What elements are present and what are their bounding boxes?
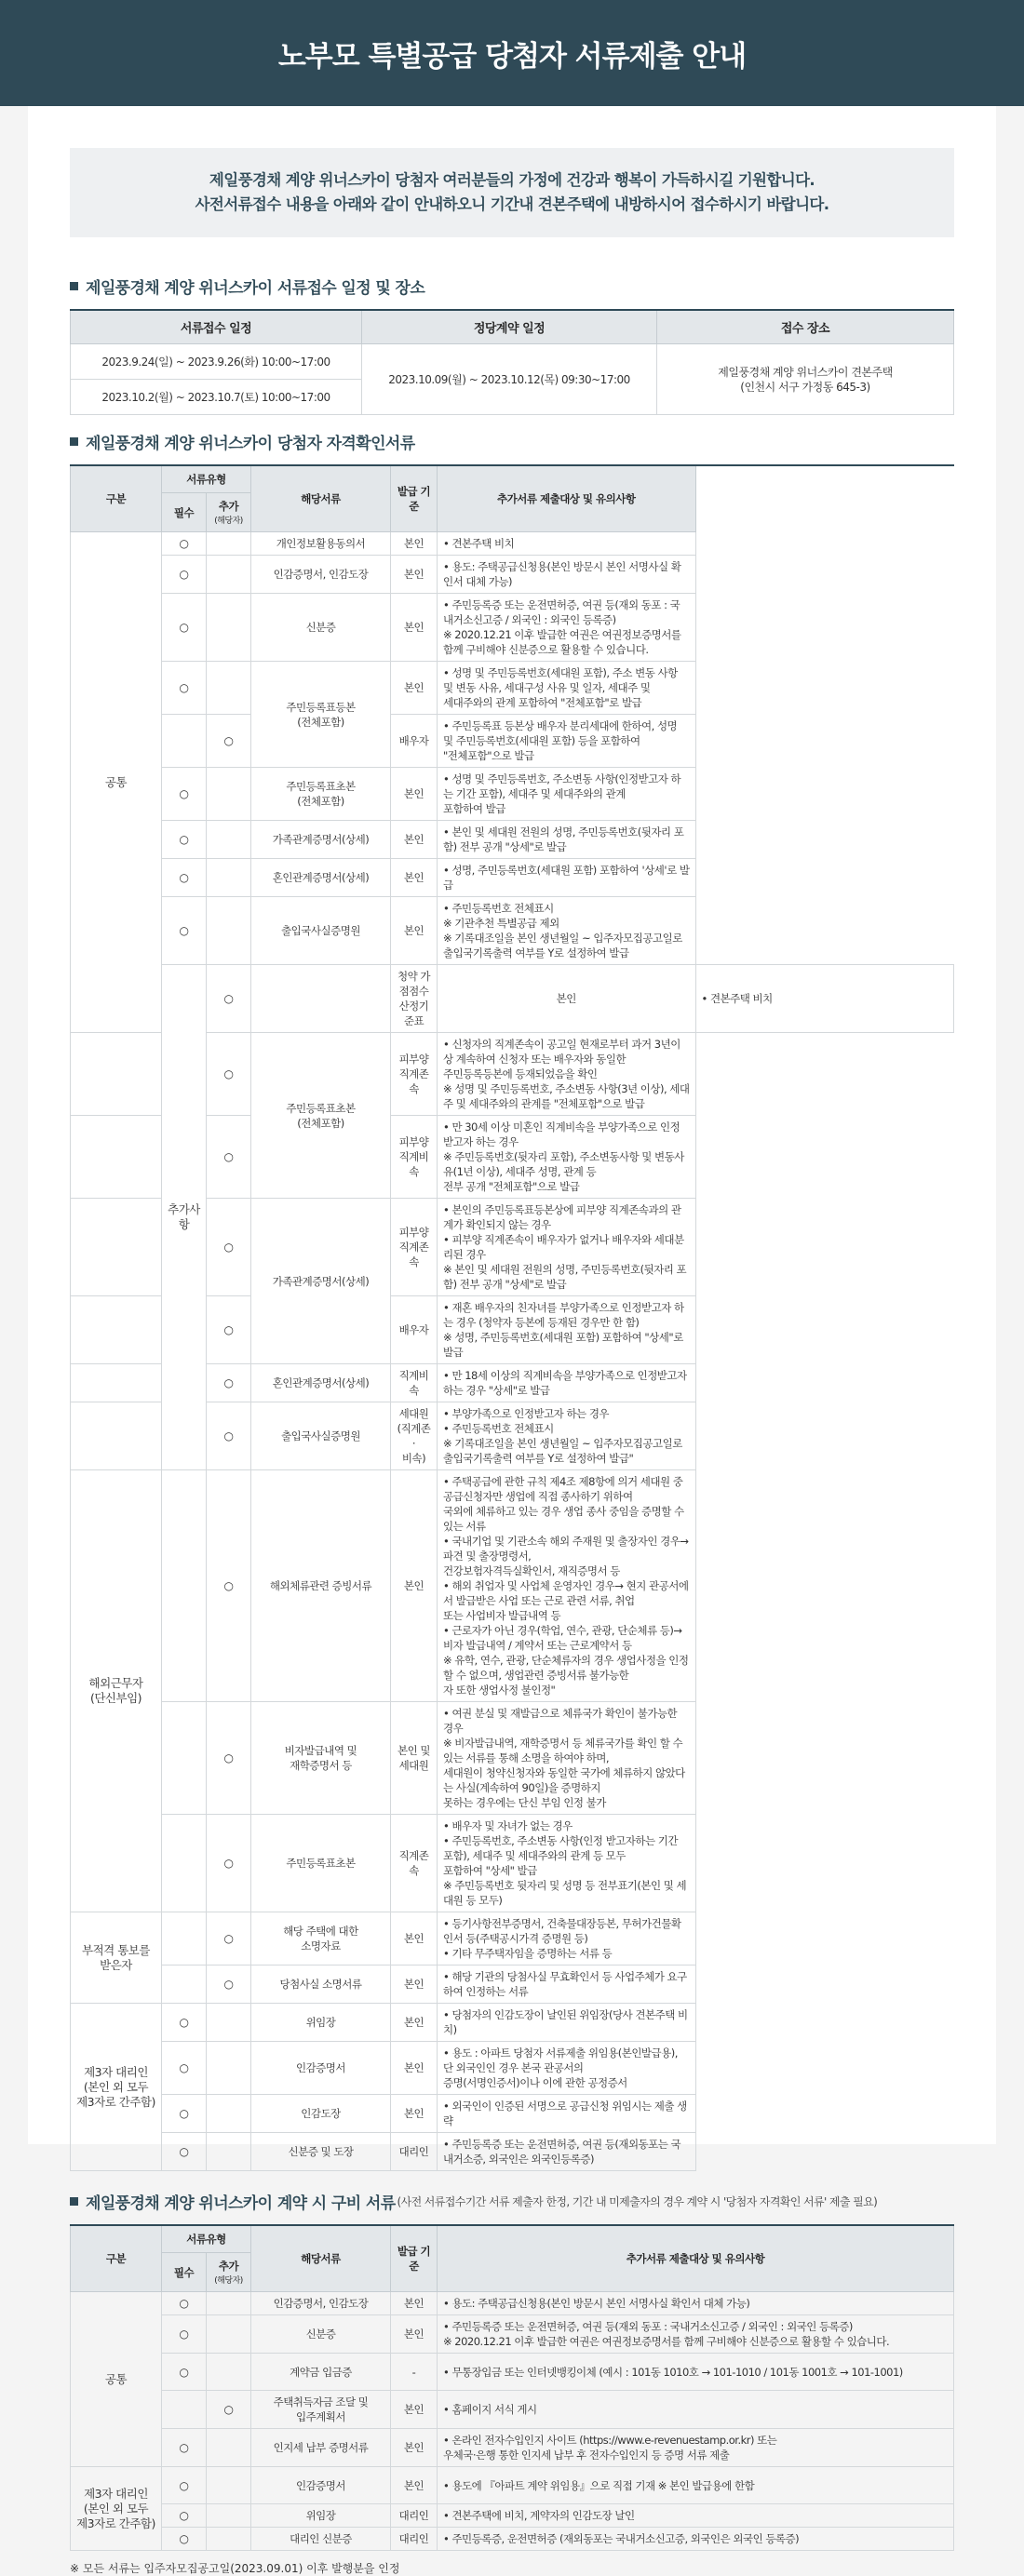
doc-name: 위임장 [251,2504,391,2528]
note-cell: • 무통장입금 또는 인터넷뱅킹이체 (예시 : 101동 1010호 → 101-1010 / 101동 1001호 → 101-1001) [438,2354,954,2391]
issue-basis: 대리인 [391,2133,438,2171]
table-row [71,965,954,1033]
issue-basis: 본인 [391,2429,438,2467]
additional-mark: ○ [207,1364,251,1402]
table-row [71,532,954,556]
doc-name: 계약금 입금증 [251,2354,391,2391]
note-cell: • 등기사항전부증명서, 건축물대장등본, 무허가건물확인서 등(주택공시가격 증명원 등) • 기타 무주택자임을 증명하는 서류 등 [438,1912,696,1966]
table-row [71,1702,954,1815]
required-mark: ○ [162,768,207,821]
square-bullet-icon [70,282,78,290]
issue-basis: 본인 [391,1912,438,1966]
issue-basis: 본인 [391,2467,438,2504]
doc-name: 주민등록표등본 (전체포함) [251,662,391,768]
required-mark: ○ [162,897,207,965]
note-cell: • 홈페이지 서식 게시 [438,2391,954,2429]
table-header: 발급 기준 [391,465,438,532]
note-cell: • 신청자의 직계존속이 공고일 현재로부터 과거 3년이상 계속하여 신청자 또는 배우자와 동일한 주민등록등본에 등재되었음을 확인 ※ 성명 및 주민등록번호, 주소변동 사항(3년 이상), 세대주 및 세대주와의 관계를 "전체포함"으로 발급 [438,1033,696,1116]
issue-basis: 직계존속 [391,1815,438,1912]
group-label: 해외근무자 (단신부임) [71,1470,162,1912]
note-cell: • 본인 및 세대원 전원의 성명, 주민등록번호(뒷자리 포함) 전부 공개 "상세"로 발급 [438,821,696,859]
note-cell: • 용도 : 아파트 당첨자 서류제출 위임용(본인발급용), 단 외국인인 경우 본국 관공서의 증명(서명인증서)이나 이에 관한 공정증서 [438,2042,696,2095]
table-header: 해당서류 [251,465,391,532]
group-label: 공통 [71,532,162,1033]
table-row [71,1815,954,1912]
footnote: ※ 모든 서류는 입주자모집공고일(2023.09.01) 이후 발행분을 인정 [70,2562,400,2575]
doc-name: 인지세 납부 증명서류 [251,2429,391,2467]
note-cell: • 주민등록증 또는 운전면허증, 여권 등(재외 동포 : 국내거소신고증 / 외국인 : 외국인 등록증) ※ 2020.12.21 이후 발급한 여권은 여권정보증명서를 함께 구비해야 신분증으로 활용할 수 있습니다. [438,2315,954,2354]
note-cell: • 주민등록증 또는 운전면허증, 여권 등(재외동포는 국내거소증, 외국인은 외국인등록증) [438,2133,696,2171]
table-row [71,768,954,821]
doc-name: 해외체류관련 증빙서류 [251,1470,391,1702]
additional-mark: ○ [207,1033,251,1116]
table-row [71,821,954,859]
required-mark: ○ [162,2133,207,2171]
note-cell: • 성명 및 주민등록번호(세대원 포함), 주소 변동 사항 및 변동 사유, 세대구성 사유 및 일자, 세대주 및 세대주와의 관계 포함하여 "전체포함"로 발급 [438,662,696,715]
note-cell: • 주민등록증, 운전면허증 (재외동포는 국내거소신고증, 외국인은 외국인 등록증) [438,2528,954,2551]
issue-basis: 배우자 [391,715,438,768]
required-mark: ○ [162,556,207,594]
issue-basis: 본인 [391,594,438,662]
issue-basis: 본인 [391,859,438,897]
contract-date: 2023.10.09(월) ~ 2023.10.12(목) 09:30~17:00 [362,344,657,415]
square-bullet-icon [70,437,78,446]
table-row [71,2467,954,2504]
note-cell: • 성명, 주민등록번호(세대원 포함) 포함하여 '상세'로 발급 [438,859,696,897]
doc-name: 주민등록표초본 (전체포함) [251,1033,391,1199]
doc-name: 혼인관계증명서(상세) [251,859,391,897]
issue-basis: 본인 [391,2004,438,2042]
doc-name: 혼인관계증명서(상세) [251,1364,391,1402]
table-header: 서류유형 [162,465,251,493]
issue-basis: 본인 [438,965,696,1033]
submission-date: 2023.10.2(월) ~ 2023.10.7(토) 10:00~17:00 [71,380,362,415]
note-cell: • 견본주택 비치 [438,532,696,556]
note-cell: • 주택공급에 관한 규칙 제4조 제8항에 의거 세대원 중 공급신청자만 생업에 직접 종사하기 위하여 국외에 체류하고 있는 경우 생업 종사 중임을 증명할 수 있는 서류 • 국내기업 및 기관소속 해외 주재원 및 출장자인 경우→ 파견 및 출장명령서, 건강보험자격득실확인서, 재직증명서 등 • 해외 취업자 및 사업체 운영자인 경우→ 현지 관공서에서 발급받은 사업 또는 근로 관련 서류, 취업 또는 사업비자 발급내역 등 • 근로자가 아닌 경우(학업, 연수, 관광, 단순체류 등)→ 비자 발급내역 / 계약서 또는 근로계약서 등 ※ 유학, 연수, 관광, 단순체류자의 경우 생업사정을 인정할 수 없으며, 생업관련 증빙서류 불가능한 자 또한 생업사정 불인정" [438,1470,696,1702]
table-row [71,2504,954,2528]
table-row [71,2391,954,2429]
table-row [71,2315,954,2354]
note-cell: • 해당 기관의 당첨사실 무효확인서 등 사업주체가 요구하여 인정하는 서류 [438,1966,696,2004]
additional-mark: ○ [207,1912,251,1966]
additional-mark: ○ [207,1116,251,1199]
table-row [71,2042,954,2095]
required-mark: ○ [162,2429,207,2467]
note-cell: • 주민등록번호 전체표시 ※ 기관추천 특별공급 제외 ※ 기록대조일을 본인 생년월일 ~ 입주자모집공고일로 출입국기록출력 여부를 Y로 설정하여 발급 [438,897,696,965]
table-header: 필수 [162,2253,207,2292]
note-cell: • 당첨자의 인감도장이 날인된 위임장(당사 견본주택 비치) [438,2004,696,2042]
required-mark: ○ [162,2528,207,2551]
contract-table [70,2224,954,2551]
note-cell: • 재혼 배우자의 친자녀를 부양가족으로 인정받고자 하는 경우 (청약자 등본에 등재된 경우만 한 함) ※ 성명, 주민등록번호(세대원 포함) 포함하여 "상세"로 발급 [438,1296,696,1364]
table-row [71,897,954,965]
doc-name: 청약 가점점수 산정기준표 [391,965,438,1033]
table-header: 추가 (해당자) [207,2253,251,2292]
table-header: 서류접수 일정 [71,310,362,344]
required-mark: ○ [162,2467,207,2504]
table-row [71,2133,954,2171]
issue-basis: 본인 [391,2042,438,2095]
notice-line: 사전서류접수 내용을 아래와 같이 안내하오니 기간내 견본주택에 내방하시어 접수하시기 바랍니다. [195,195,829,213]
table-header: 추가서류 제출대상 및 유의사항 [438,465,696,532]
note-cell: • 외국인이 인증된 서명으로 공급신청 위임시는 제출 생략 [438,2095,696,2133]
table-header: 발급 기준 [391,2225,438,2292]
table-row [71,2528,954,2551]
doc-name: 해당 주택에 대한 소명자료 [251,1912,391,1966]
page-title: 노부모 특별공급 당첨자 서류제출 안내 [277,39,747,74]
additional-mark: ○ [207,1966,251,2004]
required-mark: ○ [162,2095,207,2133]
table-row [71,556,954,594]
square-bullet-icon [70,2197,78,2206]
required-mark: ○ [162,2504,207,2528]
issue-basis: 피부양 직계존속 [391,1199,438,1296]
doc-name: 주택취득자금 조달 및 입주계획서 [251,2391,391,2429]
required-mark: ○ [162,859,207,897]
notice-box [70,148,954,237]
note-cell: • 용도: 주택공급신청용(본인 방문시 본인 서명사실 확인서 대체 가능) [438,556,696,594]
issue-basis: 대리인 [391,2528,438,2551]
required-mark: ○ [162,594,207,662]
note-cell: • 견본주택 비치 [695,965,954,1033]
group-label: 제3자 대리인 (본인 외 모두 제3자로 간주함) [71,2004,162,2171]
required-mark: ○ [162,2004,207,2042]
table-row [71,2004,954,2042]
group-label: 부적격 통보를 받은자 [71,1912,162,2004]
section-title-contract: 제일풍경채 계양 위너스카이 계약 시 구비 서류 (사전 서류접수기간 서류 제출자 한정, 기간 내 미제출자의 경우 계약 시 '당첨자 자격확인 서류' 제출 필요) [70,2190,954,2213]
doc-name: 인감증명서 [251,2467,391,2504]
required-mark: ○ [162,532,207,556]
table-header: 서류유형 [162,2225,251,2253]
note-cell: • 본인의 주민등록표등본상에 피부양 직계존속과의 관계가 확인되지 않는 경우 • 피부양 직계존속이 배우자가 없거나 배우자와 세대분리된 경우 ※ 본인 및 세대원 전원의 성명, 주민등록번호(뒷자리 포함) 전부 공개 "상세"로 발급 [438,1199,696,1296]
content-card [28,106,996,2575]
issue-basis: 본인 [391,2292,438,2315]
table-row [71,2095,954,2133]
group-label: 제3자 대리인 (본인 외 모두 제3자로 간주함) [71,2467,162,2551]
note-cell: • 만 18세 이상의 직계비속을 부양가족으로 인정받고자 하는 경우 "상세"로 발급 [438,1364,696,1402]
additional-mark: ○ [207,1702,251,1815]
additional-mark: ○ [207,1815,251,1912]
note-cell: • 부양가족으로 인정받고자 하는 경우 • 주민등록번호 전체표시 ※ 기록대조일을 본인 생년월일 ~ 입주자모집공고일로 출입국기록출력 여부를 Y로 설정하여 발급" [438,1402,696,1470]
page-header [0,0,1024,106]
table-header: 정당계약 일정 [362,310,657,344]
doc-name: 인감증명서, 인감도장 [251,556,391,594]
schedule-table [70,309,954,415]
notice-line: 제일풍경채 계양 위너스카이 당첨자 여러분들의 가정에 건강과 행복이 가득하시길 기원합니다. [209,171,815,189]
note-cell: • 견본주택에 비치, 계약자의 인감도장 날인 [438,2504,954,2528]
issue-basis: 피부양 직계존속 [391,1033,438,1116]
issue-basis: 본인 및 세대원 [391,1702,438,1815]
issue-basis: 본인 [391,1470,438,1702]
additional-mark: ○ [207,715,251,768]
doc-name: 신분증 및 도장 [251,2133,391,2171]
note-cell: • 용도에 『아파트 계약 위임용』으로 직접 기재 ※ 본인 발급용에 한함 [438,2467,954,2504]
issue-basis: 세대원 (직계존· 비속) [391,1402,438,1470]
note-cell: • 주민등록표 등본상 배우자 분리세대에 한하여, 성명 및 주민등록번호(세대원 포함) 등을 포함하여 "전체포함"으로 발급 [438,715,696,768]
doc-name: 개인정보활용동의서 [251,532,391,556]
doc-name: 가족관계증명서(상세) [251,821,391,859]
doc-name: 인감도장 [251,2095,391,2133]
table-header: 추가 (해당자) [207,493,251,532]
doc-name: 인감증명서, 인감도장 [251,2292,391,2315]
table-header: 접수 장소 [657,310,954,344]
doc-name: 인감증명서 [251,2042,391,2095]
table-header: 해당서류 [251,2225,391,2292]
group-label: 공통 [71,2292,162,2467]
doc-name: 주민등록표초본 (전체포함) [251,768,391,821]
additional-mark: ○ [207,2391,251,2429]
issue-basis: 피부양 직계비속 [391,1116,438,1199]
table-row [71,859,954,897]
issue-basis: - [391,2354,438,2391]
required-mark: ○ [162,2315,207,2354]
doc-name: 출입국사실증명원 [251,1402,391,1470]
issue-basis: 본인 [391,1966,438,2004]
table-row [71,1470,954,1702]
issue-basis: 본인 [391,821,438,859]
group-label: 추가사항 [162,965,207,1470]
note-cell: • 성명 및 주민등록번호, 주소변동 사항(인정받고자 하는 기간 포함), 세대주 및 세대주와의 관계 포함하여 발급 [438,768,696,821]
doc-name: 위임장 [251,2004,391,2042]
note-cell: • 여권 분실 및 재발급으로 체류국가 확인이 불가능한 경우 ※ 비자발급내역, 재학증명서 등 체류국가를 확인 할 수 있는 서류를 통해 소명을 하여야 하며, 세대원이 청약신청자와 동일한 국가에 체류하지 않았다는 사실(계속하여 90일)을 증명하지 못하는 경우에는 단신 부임 인정 불가 [438,1702,696,1815]
table-row [71,2354,954,2391]
issue-basis: 본인 [391,556,438,594]
required-mark: ○ [162,821,207,859]
table-row [71,594,954,662]
submission-date: 2023.9.24(일) ~ 2023.9.26(화) 10:00~17:00 [71,344,362,380]
note-cell: • 온라인 전자수입인지 사이트 (https://www.e-revenuestamp.or.kr) 또는 우체국·은행 통한 인지세 납부 후 전자수입인지 등 증명 서류 제출 [438,2429,954,2467]
doc-name: 출입국사실증명원 [251,897,391,965]
table-row [71,2292,954,2315]
table-header: 구분 [71,465,162,532]
table-row [71,1966,954,2004]
note-cell: • 용도: 주택공급신청용(본인 방문시 본인 서명사실 확인서 대체 가능) [438,2292,954,2315]
issue-basis: 본인 [391,897,438,965]
issue-basis: 본인 [391,768,438,821]
table-row [71,662,954,715]
issue-basis: 본인 [391,532,438,556]
issue-basis: 대리인 [391,2504,438,2528]
place-cell: 제일풍경채 계양 위너스카이 견본주택 (인천시 서구 가정동 645-3) [657,344,954,415]
issue-basis: 본인 [391,2315,438,2354]
issue-basis: 본인 [391,2095,438,2133]
doc-name: 대리인 신분증 [251,2528,391,2551]
issue-basis: 본인 [391,662,438,715]
section-title-schedule: 제일풍경채 계양 위너스카이 서류접수 일정 및 장소 [70,275,954,298]
note-cell: • 주민등록증 또는 운전면허증, 여권 등(재외 동포 : 국내거소신고증 / 외국인 : 외국인 등록증) ※ 2020.12.21 이후 발급한 여권은 여권정보증명서를 함께 구비해야 신분증으로 활용할 수 있습니다. [438,594,696,662]
doc-name: 주민등록표초본 [251,1815,391,1912]
doc-name: 당첨사실 소명서류 [251,1966,391,2004]
additional-mark: ○ [207,1402,251,1470]
qualification-table [70,464,954,2171]
table-row [71,715,954,768]
required-mark: ○ [207,965,251,1033]
section-title-qualification: 제일풍경채 계양 위너스카이 당첨자 자격확인서류 [70,430,954,453]
required-mark: ○ [162,2042,207,2095]
table-header: 필수 [162,493,207,532]
doc-name: 신분증 [251,594,391,662]
required-mark: ○ [162,2292,207,2315]
note-cell: • 만 30세 이상 미혼인 직계비속을 부양가족으로 인정받고자 하는 경우 ※ 주민등록번호(뒷자리 포함), 주소변동사항 및 변동사유(1년 이상), 세대주 성명, 관계 등 전부 공개 "전체포함"으로 발급 [438,1116,696,1199]
required-mark: ○ [162,2354,207,2391]
issue-basis: 본인 [391,2391,438,2429]
doc-name: 신분증 [251,2315,391,2354]
table-row [71,1912,954,1966]
doc-name: 가족관계증명서(상세) [251,1199,391,1364]
required-mark: ○ [162,662,207,715]
issue-basis: 직계비속 [391,1364,438,1402]
issue-basis: 배우자 [391,1296,438,1364]
table-header: 추가서류 제출대상 및 유의사항 [438,2225,954,2292]
table-header: 구분 [71,2225,162,2292]
doc-name: 비자발급내역 및 재학증명서 등 [251,1702,391,1815]
additional-mark: ○ [207,1296,251,1364]
note-cell: • 배우자 및 자녀가 없는 경우 • 주민등록번호, 주소변동 사항(인정 받고자하는 기간 포함), 세대주 및 세대주와의 관계 등 모두 포함하여 "상세" 발급 ※ 주민등록번호 뒷자리 및 성명 등 전부표기(본인 및 세대원 등 모두) [438,1815,696,1912]
table-row [71,2429,954,2467]
additional-mark: ○ [207,1470,251,1702]
additional-mark: ○ [207,1199,251,1296]
